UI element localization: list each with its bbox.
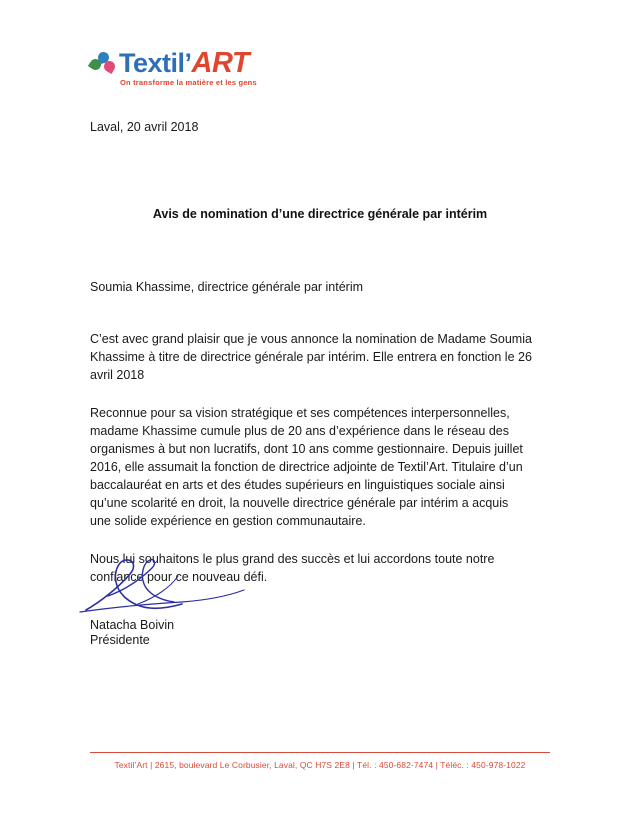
- three-leaves-icon: [90, 50, 116, 76]
- logo-wordmark: [119, 49, 249, 78]
- logo-tagline: On transforme la matière et les gens: [120, 78, 257, 87]
- letter-date: Laval, 20 avril 2018: [90, 120, 199, 134]
- company-logo: [90, 42, 340, 87]
- letter-paragraph: C’est avec grand plaisir que je vous annonce la nomination de Madame Soumia Khassime à titre de directrice générale par intérim. Elle entrera en fonction le 26 avril 2018: [90, 332, 532, 382]
- letter-paragraph: Nous lui souhaitons le plus grand des succès et lui accordons toute notre confiance pour ce nouveau défi.: [90, 552, 495, 584]
- signer-name: Natacha Boivin: [90, 618, 175, 632]
- logo-name-part1: Textil: [119, 48, 185, 78]
- footer-divider: [90, 752, 550, 753]
- logo-row: [90, 42, 340, 79]
- logo-apostrophe: ’: [184, 48, 192, 78]
- letter-paragraph: Reconnue pour sa vision stratégique et ses compétences interpersonnelles, madame Khassime cumule plus de 20 ans d’expérience dans le réseau des organismes à but non lucratifs, dont 10 ans comme gestionnaire. Depuis juillet 2016, elle assumait la fonction de directrice adjointe de Textil’Art. Titulaire d’un baccalauréat en arts et des études supérieurs en linguistiques sociale ainsi qu’une scolarité en droit, la nouvelle directrice générale par intérim a acquis une solide expérience en gestion communautaire.: [90, 406, 523, 528]
- letter-recipient: Soumia Khassime, directrice générale par intérim: [90, 280, 364, 294]
- signature-block: [90, 618, 174, 648]
- signature-image: [78, 552, 268, 618]
- page-title: Avis de nomination d’une directrice générale par intérim: [152, 207, 488, 221]
- signer-title: Présidente: [90, 633, 150, 647]
- footer-contact-info: Textil’Art | 2615, boulevard Le Corbusier, Laval, QC H7S 2E8 | Tél. : 450-682-7474 | Téléc. : 450-978-1022: [114, 760, 526, 770]
- logo-name-part2: ART: [191, 47, 250, 79]
